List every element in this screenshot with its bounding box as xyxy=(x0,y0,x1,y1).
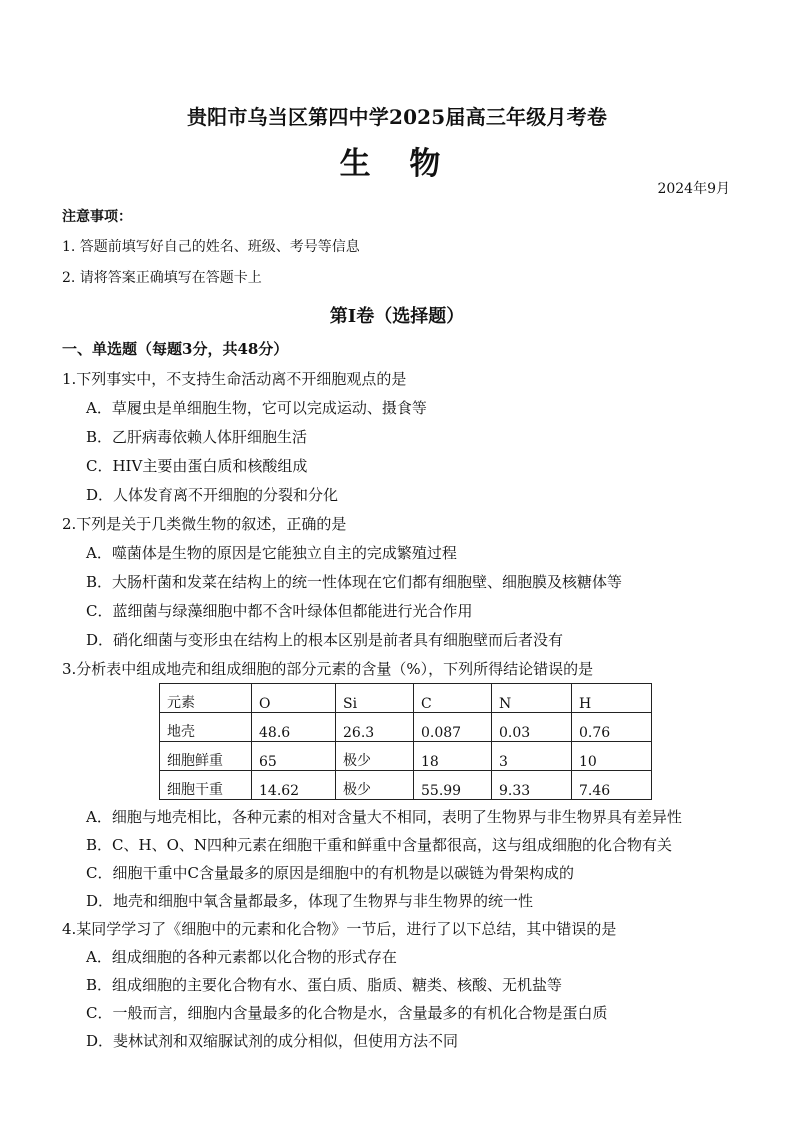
table-cell: 48.6 xyxy=(252,713,336,742)
table-cell: 18 xyxy=(414,742,492,771)
question-option: B．大肠杆菌和发菜在结构上的统一性体现在它们都有细胞壁、细胞膜及核糖体等 xyxy=(86,573,623,591)
question-option: C．细胞干重中C含量最多的原因是细胞中的有机物是以碳链为骨架构成的 xyxy=(86,864,574,882)
question-option: A．细胞与地壳相比，各种元素的相对含量大不相同，表明了生物界与非生物界具有差异性 xyxy=(86,808,682,826)
question-stem: 1.下列事实中，不支持生命活动离不开细胞观点的是 xyxy=(62,370,407,388)
exam-date: 2024年9月 xyxy=(657,181,730,197)
question-stem: 2.下列是关于几类微生物的叙述，正确的是 xyxy=(62,515,347,533)
table-cell: 3 xyxy=(492,742,572,771)
question-option: D．硝化细菌与变形虫在结构上的根本区别是前者具有细胞壁而后者没有 xyxy=(86,631,564,649)
section-title: 第I卷（选择题） xyxy=(329,306,465,327)
table-header-cell: C xyxy=(414,684,492,713)
table-cell: 10 xyxy=(572,742,652,771)
question-stem: 3.分析表中组成地壳和组成细胞的部分元素的含量（%），下列所得结论错误的是 xyxy=(62,660,594,678)
question-option: B．C、H、O、N四种元素在细胞干重和鲜重中含量都很高，这与组成细胞的化合物有关 xyxy=(86,836,673,854)
table-cell: 9.33 xyxy=(492,771,572,800)
table-row xyxy=(160,713,652,742)
table-header-row xyxy=(160,684,652,713)
table-cell: 0.087 xyxy=(414,713,492,742)
table-cell: 26.3 xyxy=(336,713,414,742)
table-header-cell: N xyxy=(492,684,572,713)
element-content-table xyxy=(159,683,652,800)
table-cell: 极少 xyxy=(336,742,414,771)
question-option: C．一般而言，细胞内含量最多的化合物是水，含量最多的有机化合物是蛋白质 xyxy=(86,1004,608,1022)
table-header-cell: O xyxy=(252,684,336,713)
question-option: A．草履虫是单细胞生物，它可以完成运动、摄食等 xyxy=(86,399,427,417)
part-title: 一、单选题（每题3分，共48分） xyxy=(62,340,289,358)
exam-title: 贵阳市乌当区第四中学2025届高三年级月考卷 xyxy=(186,105,608,129)
question-option: B．组成细胞的主要化合物有水、蛋白质、脂质、糖类、核酸、无机盐等 xyxy=(86,976,563,994)
table-cell: 细胞干重 xyxy=(160,771,252,800)
notice-item: 2. 请将答案正确填写在答题卡上 xyxy=(62,270,262,286)
table-cell: 地壳 xyxy=(160,713,252,742)
table-cell: 极少 xyxy=(336,771,414,800)
question-option: D．斐林试剂和双缩脲试剂的成分相似，但使用方法不同 xyxy=(86,1032,459,1050)
question-option: C．HIV主要由蛋白质和核酸组成 xyxy=(86,457,308,475)
table-cell: 14.62 xyxy=(252,771,336,800)
question-option: D．地壳和细胞中氧含量都最多，体现了生物界与非生物界的统一性 xyxy=(86,892,534,910)
table-cell: 细胞鲜重 xyxy=(160,742,252,771)
notice-item: 1. 答题前填写好自己的姓名、班级、考号等信息 xyxy=(62,239,360,255)
table-header-cell: Si xyxy=(336,684,414,713)
table-header-cell: 元素 xyxy=(160,684,252,713)
table-cell: 65 xyxy=(252,742,336,771)
table-cell: 0.76 xyxy=(572,713,652,742)
question-stem: 4.某同学学习了《细胞中的元素和化合物》一节后，进行了以下总结，其中错误的是 xyxy=(62,920,617,938)
table-cell: 55.99 xyxy=(414,771,492,800)
table-cell: 7.46 xyxy=(572,771,652,800)
question-option: C．蓝细菌与绿藻细胞中都不含叶绿体但都能进行光合作用 xyxy=(86,602,473,620)
subject-title: 生 物 xyxy=(339,146,455,182)
question-option: A．组成细胞的各种元素都以化合物的形式存在 xyxy=(86,948,397,966)
notice-heading: 注意事项： xyxy=(62,209,132,225)
table-header-cell: H xyxy=(572,684,652,713)
table-cell: 0.03 xyxy=(492,713,572,742)
question-option: B．乙肝病毒依赖人体肝细胞生活 xyxy=(86,428,308,446)
question-option: D．人体发育离不开细胞的分裂和分化 xyxy=(86,486,339,504)
question-option: A．噬菌体是生物的原因是它能独立自主的完成繁殖过程 xyxy=(86,544,457,562)
table-row xyxy=(160,771,652,800)
table-row xyxy=(160,742,652,771)
